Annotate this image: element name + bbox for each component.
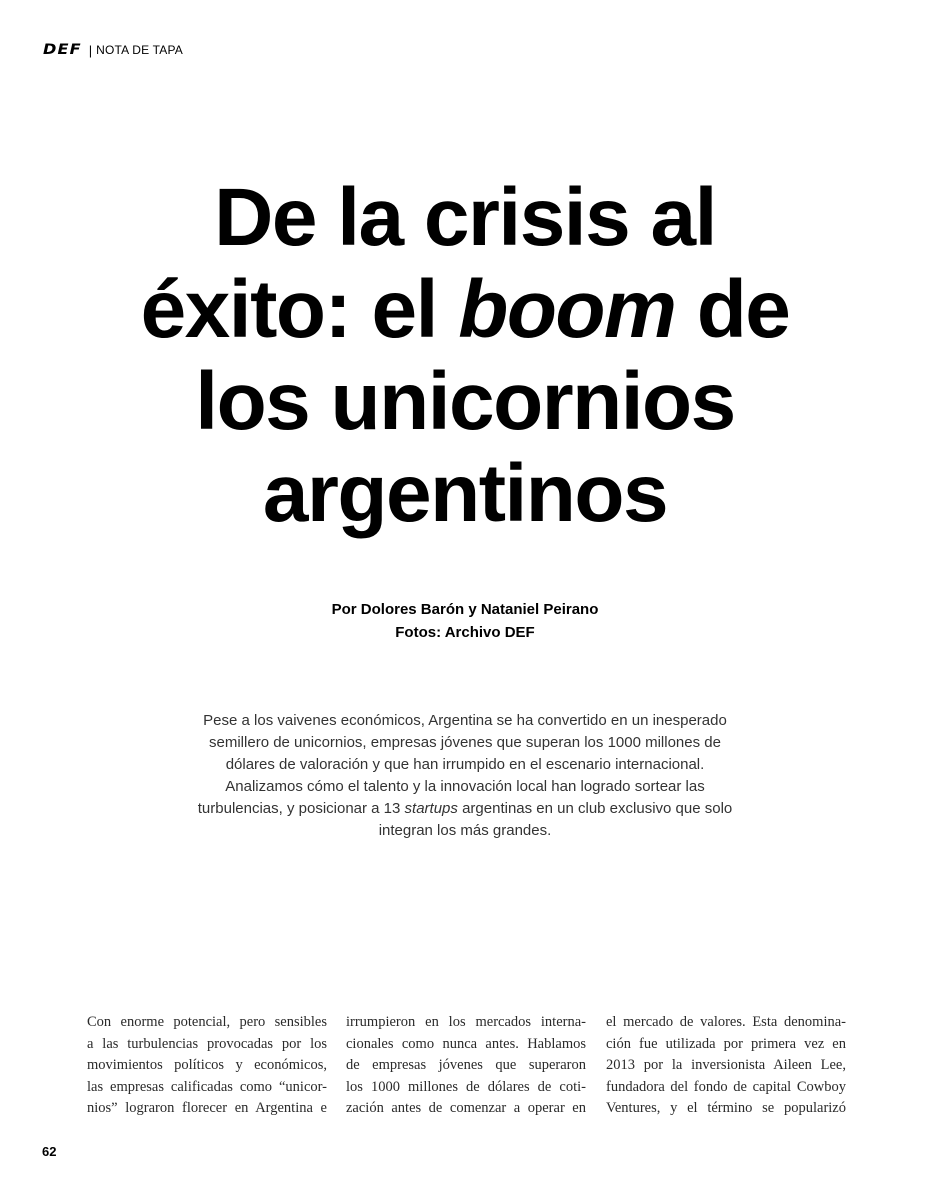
title-emphasis: boom bbox=[458, 264, 676, 355]
title-line-2 bbox=[0, 264, 930, 356]
body-line: 2013 por la inversionista Aileen Lee, bbox=[606, 1057, 846, 1073]
body-line: cionales como nunca antes. Hablamos bbox=[346, 1035, 586, 1052]
body-line: de empresas jóvenes que superaron bbox=[346, 1057, 586, 1073]
body-line: zación antes de comenzar a operar en bbox=[346, 1100, 586, 1116]
body-line: movimientos políticos y económicos, bbox=[87, 1057, 327, 1073]
lead-paragraph bbox=[190, 710, 740, 842]
title-line-1: De la crisis al bbox=[214, 172, 716, 263]
body-column-1 bbox=[87, 1012, 327, 1120]
authors: Por Dolores Barón y Nataniel Peirano bbox=[331, 601, 599, 618]
body-column-2 bbox=[346, 1012, 586, 1120]
header-separator: | bbox=[88, 42, 93, 58]
page-number: 62 bbox=[42, 1144, 57, 1159]
page-header bbox=[43, 40, 183, 60]
article-title bbox=[0, 172, 930, 540]
body-line: fundadora del fondo de capital Cowboy bbox=[606, 1078, 846, 1095]
lead-emphasis: startups bbox=[404, 800, 458, 817]
body-line: el mercado de valores. Esta denomina- bbox=[606, 1014, 846, 1030]
body-line: a las turbulencias provocadas por los bbox=[87, 1035, 327, 1052]
title-line-2-end: de bbox=[675, 264, 790, 355]
section-label: NOTA DE TAPA bbox=[96, 43, 184, 57]
body-line: los 1000 millones de dólares de coti- bbox=[346, 1078, 586, 1095]
lead-text-2: argentinas en un club exclusivo que solo integran los más grandes. bbox=[378, 800, 733, 839]
body-line: ción fue utilizada por primera vez en bbox=[606, 1035, 846, 1052]
body-line: Con enorme potencial, pero sensibles bbox=[87, 1014, 327, 1030]
body-line: nios” lograron florecer en Argentina e bbox=[87, 1100, 327, 1116]
body-line: Ventures, y el término se popularizó bbox=[606, 1100, 846, 1116]
title-line-2-start: éxito: el bbox=[140, 264, 459, 355]
body-column-3 bbox=[606, 1012, 846, 1120]
lead-text-1: Pese a los vaivenes económicos, Argentina se ha convertido en un inesperado semillero de unicornios, empresas jóvenes que superan los 1000 millones de dólares de valoración y que han irrumpido en el escenario internacional. Analizamos cómo el talento y la innovación local han logrado sortear las turbulencias, y posicionar a 13 bbox=[197, 712, 727, 817]
publication-logo: DEF bbox=[43, 42, 82, 58]
photo-credit: Fotos: Archivo DEF bbox=[395, 624, 535, 641]
title-line-3: los unicornios bbox=[195, 356, 735, 447]
byline bbox=[0, 598, 930, 644]
body-line: irrumpieron en los mercados interna- bbox=[346, 1014, 586, 1030]
body-line: las empresas calificadas como “unicor- bbox=[87, 1078, 327, 1095]
title-line-4: argentinos bbox=[262, 448, 668, 539]
